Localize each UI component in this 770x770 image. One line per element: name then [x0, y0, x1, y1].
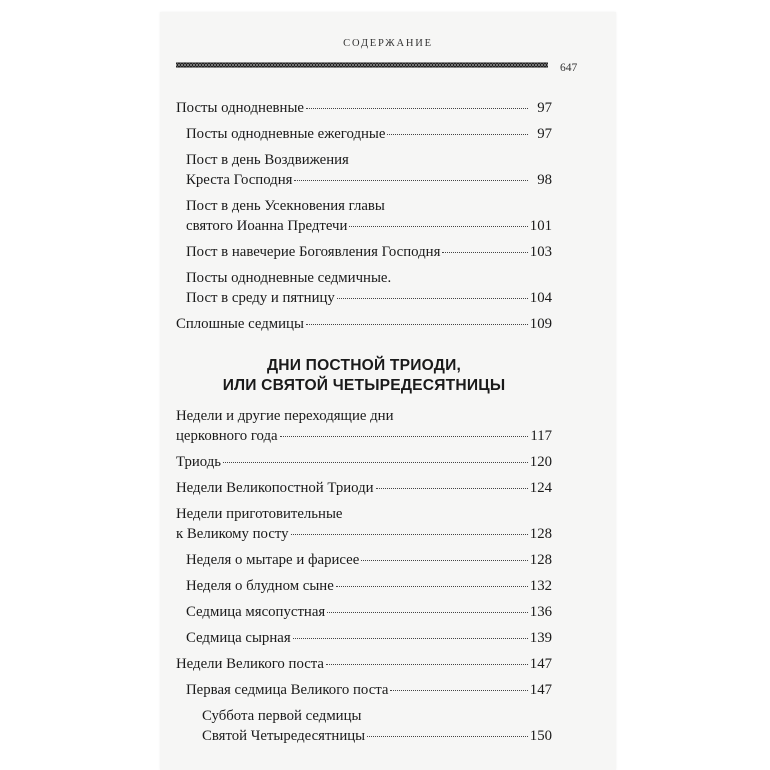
- toc-entry-title: Посты однодневные ежегодные: [186, 126, 386, 142]
- toc-entry-page: 124: [529, 480, 552, 496]
- toc-entry[interactable]: [176, 196, 552, 236]
- toc-entry[interactable]: [176, 628, 552, 648]
- toc-entry[interactable]: [176, 654, 552, 674]
- toc-entry[interactable]: [176, 478, 552, 498]
- section-title: [176, 356, 552, 396]
- toc-entry-title: Креста Господня: [186, 172, 293, 188]
- toc-entry-title-line: Недели и другие переходящие дни: [176, 408, 394, 424]
- toc-entry-title: Недели Великопостной Триоди: [176, 480, 374, 496]
- dot-leader: [291, 534, 528, 535]
- toc-entry-title: Неделя о блудном сыне: [186, 578, 334, 594]
- toc-entry-page: 139: [529, 630, 552, 646]
- toc-entry-title: Первая седмица Великого поста: [186, 682, 389, 698]
- toc-entry[interactable]: [176, 98, 552, 118]
- page-number: 647: [560, 62, 578, 74]
- dot-leader: [376, 488, 528, 489]
- dot-leader: [361, 560, 527, 561]
- dot-leader: [306, 324, 528, 325]
- toc-entry-title: Пост в среду и пятницу: [186, 290, 335, 306]
- toc-entry-page: 120: [529, 454, 552, 470]
- toc-entry-page: 97: [537, 100, 552, 116]
- toc-entry-page: 109: [529, 316, 552, 332]
- toc-entry-title-line: Недели приготовительные: [176, 506, 343, 522]
- dot-leader: [349, 226, 527, 227]
- toc-entry[interactable]: [176, 550, 552, 570]
- toc-entry-title-line: Посты однодневные седмичные.: [186, 270, 392, 286]
- toc-entry-page: 128: [529, 552, 552, 568]
- table-of-contents: [176, 98, 552, 752]
- toc-entry-title: к Великому посту: [176, 526, 289, 542]
- dot-leader: [337, 298, 528, 299]
- toc-entry[interactable]: [176, 268, 552, 308]
- toc-entry[interactable]: [176, 504, 552, 544]
- book-page: [160, 12, 616, 770]
- dot-leader: [280, 436, 528, 437]
- toc-entry[interactable]: [176, 452, 552, 472]
- toc-entry-page: 117: [530, 428, 552, 444]
- toc-entry-title-line: Пост в день Воздвижения: [186, 152, 349, 168]
- toc-entry-page: 101: [529, 218, 552, 234]
- toc-entry-title: Неделя о мытаре и фарисее: [186, 552, 360, 568]
- toc-entry[interactable]: [176, 242, 552, 262]
- toc-entry-page: 128: [529, 526, 552, 542]
- toc-entry[interactable]: [176, 124, 552, 144]
- toc-entry-page: 104: [529, 290, 552, 306]
- dot-leader: [387, 134, 528, 135]
- toc-entry[interactable]: [176, 406, 552, 446]
- toc-entry-title-line: Суббота первой седмицы: [202, 708, 362, 724]
- toc-entry-title: Недели Великого поста: [176, 656, 324, 672]
- toc-entry[interactable]: [176, 576, 552, 596]
- toc-entry[interactable]: [176, 706, 552, 746]
- dot-leader: [327, 612, 528, 613]
- toc-entry-page: 150: [529, 728, 552, 744]
- toc-entry-title: Святой Четыредесятницы: [202, 728, 366, 744]
- dot-leader: [294, 180, 528, 181]
- toc-entry-page: 97: [537, 126, 552, 142]
- toc-entry[interactable]: [176, 150, 552, 190]
- toc-entry-page: 132: [529, 578, 552, 594]
- dot-leader: [306, 108, 528, 109]
- toc-entry-title: Посты однодневные: [176, 100, 304, 116]
- toc-entry-title: святого Иоанна Предтечи: [186, 218, 348, 234]
- toc-entry-title: Триодь: [176, 454, 222, 470]
- toc-entry-page: 147: [529, 656, 552, 672]
- toc-entry[interactable]: [176, 680, 552, 700]
- dot-leader: [223, 462, 528, 463]
- toc-entry-title: Седмица мясопустная: [186, 604, 326, 620]
- toc-entry-page: 98: [537, 172, 552, 188]
- dot-leader: [367, 736, 528, 737]
- toc-entry-title-line: Пост в день Усекновения главы: [186, 198, 385, 214]
- section-title-line: ДНИ ПОСТНОЙ ТРИОДИ,: [266, 357, 462, 374]
- dot-leader: [442, 252, 527, 253]
- dot-leader: [336, 586, 528, 587]
- ornament-divider: [176, 60, 548, 70]
- toc-entry[interactable]: [176, 602, 552, 622]
- toc-entry-page: 103: [529, 244, 552, 260]
- toc-entry-title: церковного года: [176, 428, 278, 444]
- dot-leader: [293, 638, 528, 639]
- running-head: СОДЕРЖАНИЕ: [343, 38, 433, 49]
- toc-entry-title: Сплошные седмицы: [176, 316, 304, 332]
- toc-entry-title: Седмица сырная: [186, 630, 291, 646]
- toc-entry-page: 147: [529, 682, 552, 698]
- toc-entry-page: 136: [529, 604, 552, 620]
- dot-leader: [390, 690, 527, 691]
- toc-entry[interactable]: [176, 314, 552, 334]
- toc-entry-title: Пост в навечерие Богоявления Господня: [186, 244, 441, 260]
- dot-leader: [326, 664, 528, 665]
- section-title-line: ИЛИ СВЯТОЙ ЧЕТЫРЕДЕСЯТНИЦЫ: [222, 377, 506, 394]
